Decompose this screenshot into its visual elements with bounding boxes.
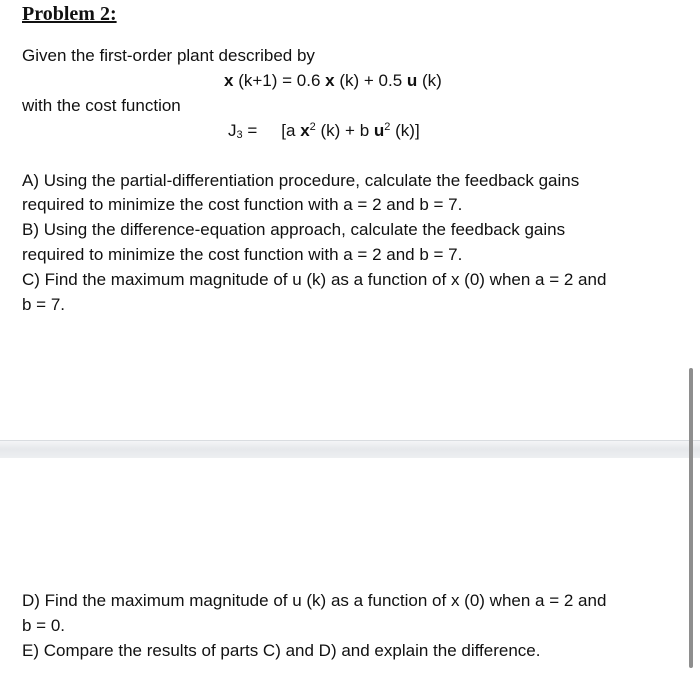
- part-d-line-1: D) Find the maximum magnitude of u (k) as a function of x (0) when a = 2 and: [22, 591, 607, 610]
- plant-part: (k) + 0.5: [334, 71, 407, 90]
- plant-part: (k): [417, 71, 442, 90]
- part-e-text: E) Compare the results of parts C) and D) and explain the difference.: [22, 641, 541, 660]
- intro-text: Given the first-order plant described by: [22, 46, 315, 65]
- cost-u-var: u: [373, 121, 385, 140]
- cost-square: 2: [384, 121, 391, 133]
- page-separator: [0, 440, 700, 460]
- problem-title: Problem 2:: [22, 3, 117, 25]
- plant-x-var-2: x: [325, 71, 335, 90]
- part-d-line-2: b = 0.: [22, 616, 66, 635]
- plant-x-var: x: [224, 71, 234, 90]
- plant-equation: [224, 70, 442, 92]
- cost-symbol: J: [228, 121, 237, 140]
- part-b-line-1: B) Using the difference-equation approach, calculate the feedback gains: [22, 220, 566, 239]
- cost-x-var: x: [300, 121, 310, 140]
- cost-part: [a: [281, 121, 301, 140]
- cost-equals: =: [242, 121, 258, 140]
- part-b-line-2: required to minimize the cost function with a = 2 and b = 7.: [22, 245, 463, 264]
- cost-part: (k)]: [390, 121, 420, 140]
- cost-part: (k) + b: [315, 121, 374, 140]
- plant-part: (k+1) = 0.6: [233, 71, 326, 90]
- vertical-scrollbar[interactable]: [689, 368, 693, 668]
- cost-subscript: 3: [236, 129, 243, 141]
- part-a-line-2: required to minimize the cost function with a = 2 and b = 7.: [22, 195, 463, 214]
- part-c-line-2: b = 7.: [22, 295, 66, 314]
- part-c-line-1: C) Find the maximum magnitude of u (k) as a function of x (0) when a = 2 and: [22, 270, 607, 289]
- cost-square: 2: [309, 121, 316, 133]
- plant-u-var: u: [406, 71, 418, 90]
- cost-function-equation: [228, 120, 420, 142]
- cost-intro-text: with the cost function: [22, 96, 181, 115]
- part-a-line-1: A) Using the partial-differentiation procedure, calculate the feedback gains: [22, 171, 580, 190]
